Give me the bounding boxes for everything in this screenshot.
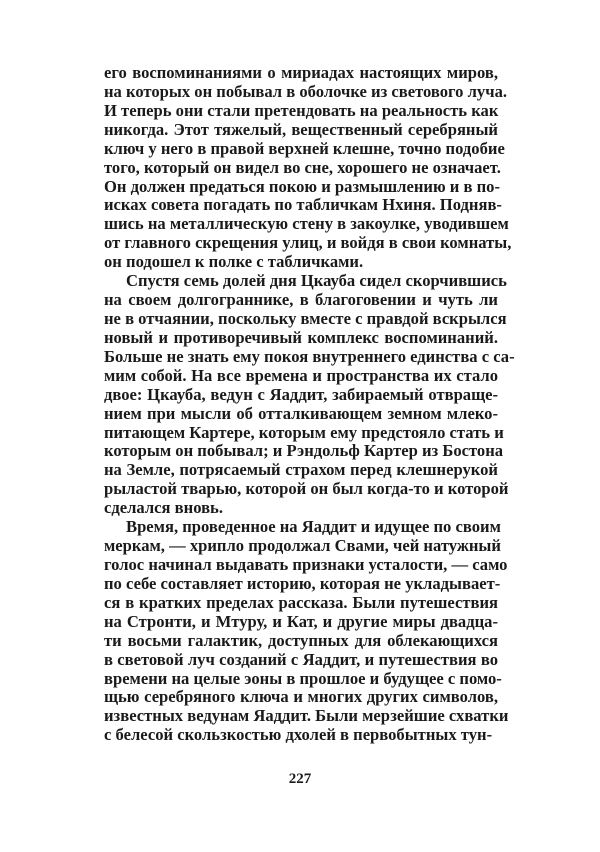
- text-line: И теперь они стали претендовать на реальность как: [104, 100, 499, 120]
- text-line: сделался вновь.: [104, 498, 223, 518]
- text-line: питающем Картере, которым ему предстояло стать и: [104, 422, 504, 442]
- text-line: ти восьми галактик, доступных для облекающихся: [104, 630, 498, 650]
- text-line: голос начинал выдавать признаки усталости, — само: [104, 554, 508, 574]
- page-number: 227: [288, 771, 312, 787]
- body-text: [104, 63, 515, 745]
- text-line: Больше не знать ему покоя внутреннего единства с са-: [104, 346, 515, 366]
- text-line: его воспоминаниями о мириадах настоящих миров,: [104, 63, 498, 82]
- text-line: меркам, — хрипло продолжал Свами, чей натужный: [104, 536, 501, 556]
- text-line: на Стронти, и Мтуру, и Кат, и другие миры двадца-: [104, 611, 498, 631]
- paragraph: [104, 63, 512, 272]
- paragraph: [104, 271, 515, 518]
- text-line: с белесой скользкостью дхолей в первобытных тун-: [104, 725, 493, 745]
- text-line: мим собой. На все времена и пространства их стало: [104, 365, 498, 385]
- text-line: Спустя семь долей дня Цкауба сидел скорчившись: [126, 271, 507, 291]
- text-line: не в отчаянии, поскольку вместе с правдой вскрылся: [104, 308, 507, 328]
- text-line: никогда. Этот тяжелый, вещественный серебряный: [104, 119, 498, 139]
- text-line: того, который он видел во сне, хорошего не означает.: [104, 157, 501, 177]
- text-line: он подошел к полке с табличками.: [104, 252, 364, 272]
- text-line: на Земле, потрясаемый страхом перед клешнерукой: [104, 460, 498, 480]
- text-line: ключ у него в правой верхней клешне, точно подобие: [104, 138, 505, 158]
- text-line: от главного скрещения улиц, и войдя в свои комнаты,: [104, 233, 512, 253]
- text-line: времени на целые эоны в прошлое и будущее с помо-: [104, 668, 502, 688]
- text-line: двое: Цкауба, ведун с Яаддит, забираемый отвраще-: [104, 384, 498, 404]
- text-line: Он должен предаться покою и размышлению и в по-: [104, 176, 500, 196]
- text-line: которым он побывал; и Рэндольф Картер из Бостона: [104, 441, 504, 461]
- text-line: в световой луч созданий с Яаддит, и путешествия во: [104, 649, 498, 669]
- text-line: шись на металлическую стену в закоулке, уводившем: [104, 214, 509, 234]
- text-line: Время, проведенное на Яаддит и идущее по своим: [126, 517, 501, 537]
- text-line: ся в кратких пределах рассказа. Были путешествия: [104, 592, 498, 612]
- text-line: исках совета погадать по табличкам Нхиня. Подняв-: [104, 195, 502, 215]
- text-line: по себе составляет историю, которая не укладывает-: [104, 573, 501, 593]
- text-line: рыластой тварью, которой он был когда-то и которой: [104, 479, 509, 499]
- paragraph: [104, 517, 509, 745]
- text-line: известных ведунам Яаддит. Были мерзейшие схватки: [104, 706, 509, 726]
- text-line: на которых он побывал в оболочке из светового луча.: [104, 81, 508, 101]
- text-line: нием при мысли об отталкивающем земном млеко-: [104, 403, 498, 423]
- text-line: щью серебряного ключа и многих других символов,: [104, 687, 498, 707]
- text-line: на своем долгограннике, в благоговении и чуть ли: [104, 290, 498, 310]
- text-line: новый и противоречивый комплекс воспоминаний.: [104, 327, 498, 347]
